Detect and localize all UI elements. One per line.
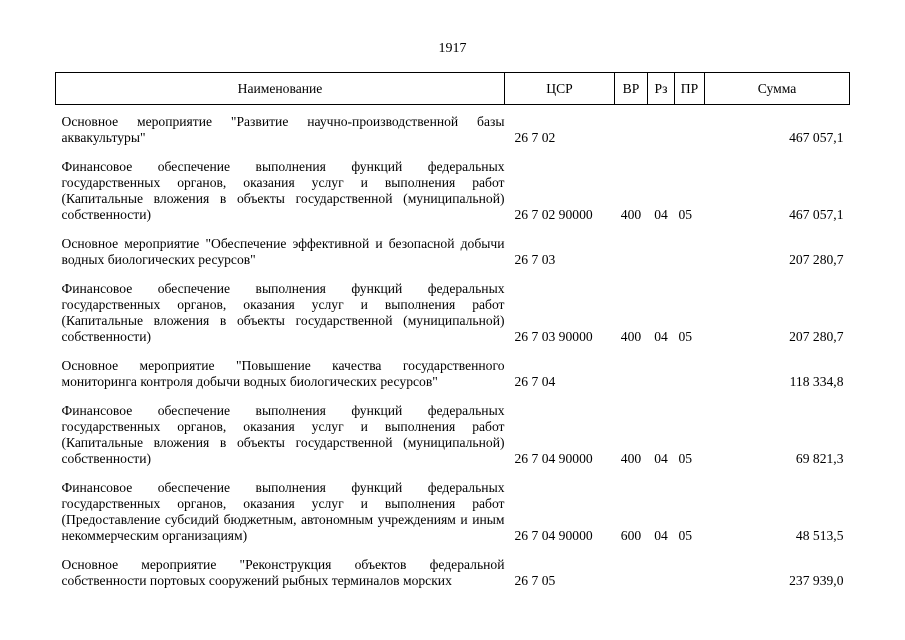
row-sum: 237 939,0 — [789, 573, 844, 588]
row-name: Финансовое обеспечение выполнения функций федеральных государственных органов, оказания услуг и выполнения работ (Капитальные вложения в объекты государственной (муниципальной) собственности) — [61, 403, 505, 466]
row-sum: 118 334,8 — [789, 374, 844, 389]
row-name: Финансовое обеспечение выполнения функций федеральных государственных органов, оказания услуг и выполнения работ (Предоставление субсидий бюджетным, автономным учреждениям и иным некоммерческим организациям) — [61, 480, 505, 543]
row-pr: 05 — [678, 329, 693, 344]
header-pr: ПР — [675, 73, 705, 105]
row-csr: 26 7 04 90000 — [514, 528, 593, 543]
table-row — [56, 403, 850, 480]
row-csr: 26 7 04 90000 — [514, 451, 593, 466]
header-rz: Рз — [648, 73, 675, 105]
row-rz — [648, 358, 675, 403]
row-name: Финансовое обеспечение выполнения функций федеральных государственных органов, оказания услуг и выполнения работ (Капитальные вложения в объекты государственной (муниципальной) собственности) — [61, 281, 505, 344]
table-row — [56, 557, 850, 602]
table-row — [56, 358, 850, 403]
row-vr: 400 — [620, 451, 642, 466]
header-csr: ЦСР — [505, 73, 615, 105]
table-header — [56, 73, 850, 105]
row-pr: 05 — [678, 207, 693, 222]
row-rz: 04 — [654, 329, 668, 344]
row-vr: 400 — [620, 207, 642, 222]
row-csr: 26 7 03 — [514, 252, 556, 267]
table-row — [56, 281, 850, 358]
row-pr: 05 — [678, 528, 693, 543]
table-body — [56, 105, 850, 603]
row-vr: 600 — [620, 528, 642, 543]
budget-table — [55, 72, 850, 602]
row-sum: 207 280,7 — [789, 252, 844, 267]
row-name: Основное мероприятие "Развитие научно-производственной базы аквакультуры" — [61, 114, 505, 145]
row-pr: 05 — [678, 451, 693, 466]
table-row — [56, 236, 850, 281]
row-vr: 400 — [620, 329, 642, 344]
row-csr: 26 7 03 90000 — [514, 329, 593, 344]
row-rz: 04 — [654, 207, 668, 222]
header-name: Наименование — [56, 73, 505, 105]
row-name: Основное мероприятие "Повышение качества государственного мониторинга контроля добычи водных биологических ресурсов" — [61, 358, 505, 389]
row-name: Основное мероприятие "Обеспечение эффективной и безопасной добычи водных биологических ресурсов" — [61, 236, 505, 267]
row-rz: 04 — [654, 528, 668, 543]
row-csr: 26 7 02 90000 — [514, 207, 593, 222]
row-vr — [615, 105, 648, 160]
header-sum: Сумма — [705, 73, 850, 105]
row-sum: 48 513,5 — [795, 528, 844, 543]
row-pr — [675, 557, 705, 602]
row-vr — [615, 236, 648, 281]
row-rz — [648, 557, 675, 602]
row-pr — [675, 236, 705, 281]
row-pr — [675, 358, 705, 403]
row-vr — [615, 358, 648, 403]
row-rz: 04 — [654, 451, 668, 466]
row-csr: 26 7 05 — [514, 573, 556, 588]
row-name: Основное мероприятие "Реконструкция объектов федеральной собственности портовых сооружений рыбных терминалов морских — [61, 557, 505, 588]
row-csr: 26 7 04 — [514, 374, 556, 389]
page-number: 1917 — [438, 41, 467, 56]
row-sum: 69 821,3 — [795, 451, 844, 466]
header-vr: ВР — [615, 73, 648, 105]
row-sum: 467 057,1 — [789, 207, 844, 222]
row-sum: 207 280,7 — [789, 329, 844, 344]
table-row — [56, 159, 850, 236]
row-rz — [648, 105, 675, 160]
row-rz — [648, 236, 675, 281]
row-pr — [675, 105, 705, 160]
row-sum: 467 057,1 — [789, 130, 844, 145]
row-csr: 26 7 02 — [514, 130, 556, 145]
table-row — [56, 105, 850, 160]
table-row — [56, 480, 850, 557]
row-name: Финансовое обеспечение выполнения функций федеральных государственных органов, оказания услуг и выполнения работ (Капитальные вложения в объекты государственной (муниципальной) собственности) — [61, 159, 505, 222]
row-vr — [615, 557, 648, 602]
